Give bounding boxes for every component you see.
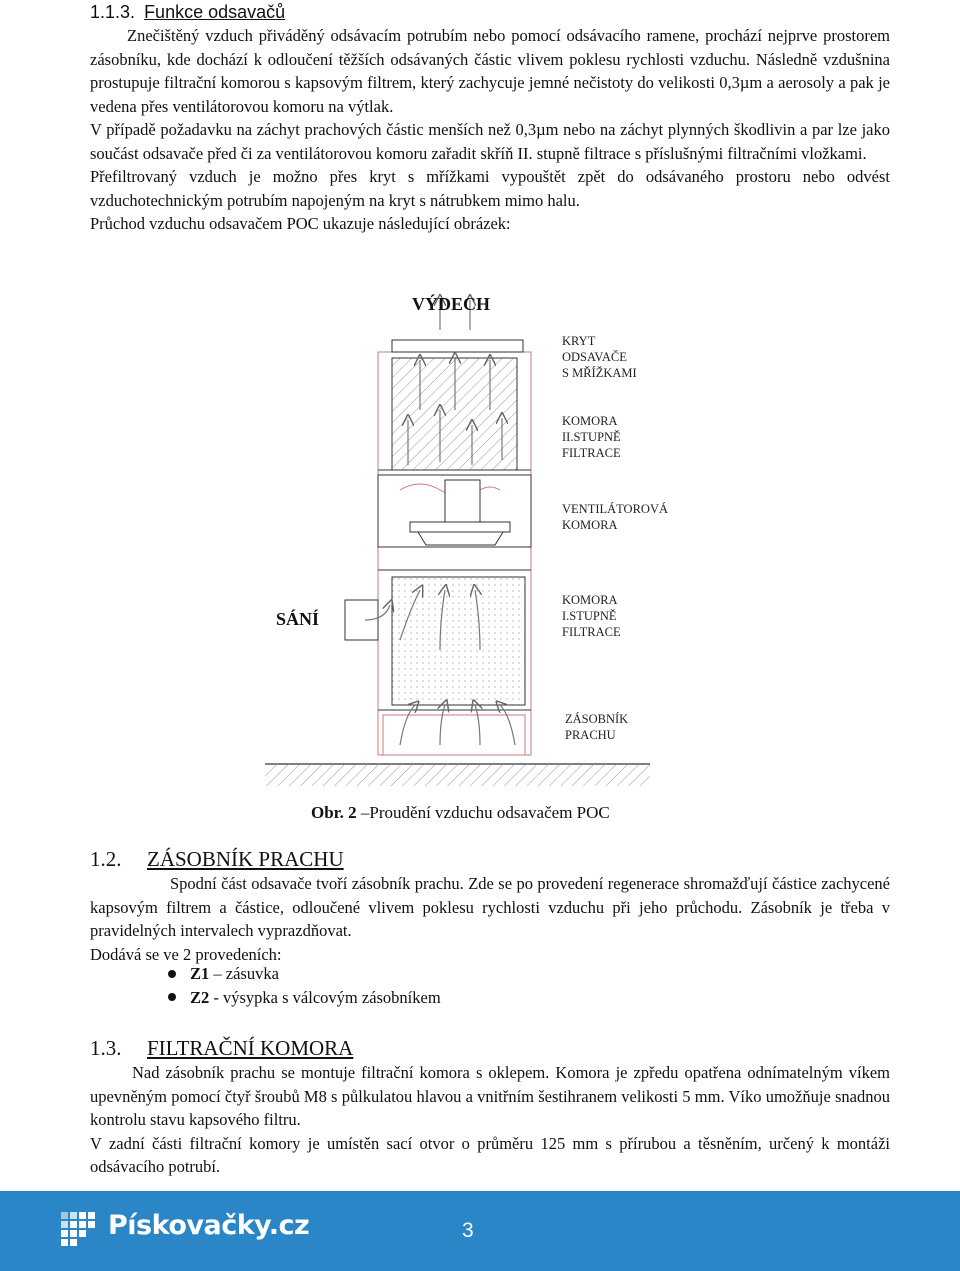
section-number: 1.1.3. [90,2,136,22]
floor-hatch [265,764,650,786]
page-number: 3 [462,1219,474,1242]
label-cover: KRYT ODSAVAČE S MŘÍŽKAMI [562,334,637,380]
section-title: Funkce odsavačů [144,2,286,22]
paragraph: Nad zásobník prachu se montuje filtrační komora s oklepem. Komora je zpředu opatřena odnímatelným víkem upevněným pomocí čtyř šroubů M8 s půlkulatou hlavou a vnitřním šestihranem velikosti 5 mm. Víko umožňuje snadnou kontrolu stavu kapsového filtru. [90,1063,890,1129]
paragraph: Průchod vzduchu odsavačem POC ukazuje následující obrázek: [90,214,511,233]
section-13-body [90,1061,890,1179]
label-dust-hopper: ZÁSOBNÍK PRACHU [565,712,629,742]
section-number: 1.3. [90,1036,122,1060]
label-filter-stage-2: KOMORA II.STUPNĚ FILTRACE [562,414,621,460]
exhaust-label: VÝDECH [412,294,491,314]
fan-motor [445,480,480,524]
label-filter-stage-1: KOMORA I.STUPNĚ FILTRACE [562,593,621,639]
section-heading-113 [90,2,285,23]
paragraph: Znečištěný vzduch přiváděný odsávacím potrubím nebo pomocí odsávacího ramene, prochází nejprve prostorem zásobníku, kde dochází k odloučení těžších odsávaných částic vlivem poklesu rychlosti vzduchu. Následně vzdušnina prostupuje filtrační komorou s kapsovým filtrem, který zachycuje jemné nečistoty do velikosti 0,3µm a aerosoly a pak je vedena přes ventilátorovou komoru na výtlak. [90,26,890,116]
top-cover [392,340,523,352]
figure-caption [311,803,610,823]
fan-impeller [418,532,503,545]
paragraph: Spodní část odsavače tvoří zásobník prachu. Zde se po provedení regenerace shromažďují částice zachycené kapsovým filtrem a částice, odloučené vlivem poklesu rychlosti vzduchu při jeho průchodu. Zásobník je třeba v pravidelných intervalech vyprazdňovat. [90,874,890,940]
dust-hopper [383,715,525,755]
paragraph: Přefiltrovaný vzduch je možno přes kryt s mřížkami vypouštět zpět do odsávaného prostoru nebo odvést vzduchotechnickým potrubím napojeným na kryt s nátrubkem mimo halu. [90,167,890,210]
fan-base [410,522,510,532]
paragraph: V případě požadavku na záchyt prachových částic menších než 0,3µm nebo na záchyt plynných škodlivin a par lze jako součást odsavače před či za ventilátorovou komoru zařadit skříň II. stupně filtrace s příslušnými filtračními vložkami. [90,120,890,163]
list-item: Z1 – zásuvka [168,962,441,986]
section-heading-13 [90,1036,353,1061]
footer-bar [0,1191,960,1271]
section-number: 1.2. [90,847,122,871]
section-heading-12 [90,847,344,872]
label-fan-chamber: VENTILÁTOROVÁ KOMORA [562,502,669,532]
section-113-body [90,24,890,236]
airflow-diagram [0,280,960,800]
caption-text: –Proudění vzduchu odsavačem POC [356,803,610,822]
intake-label: SÁNÍ [276,609,320,629]
section-title: ZÁSOBNÍK PRACHU [147,847,344,871]
brand-name[interactable]: Pískovačky.cz [108,1210,310,1241]
filter-stage-1 [392,577,525,705]
section-title: FILTRAČNÍ KOMORA [147,1036,354,1060]
bullet-icon [168,970,176,978]
variant-list [168,962,441,1009]
paragraph: Dodává se ve 2 provedeních: [90,944,282,964]
inlet-opening [345,600,378,640]
paragraph: V zadní části filtrační komory je umístěn sací otvor o průměru 125 mm s přírubou a těsněním, určený k montáži odsávacího potrubí. [90,1133,890,1176]
caption-number: Obr. 2 [311,803,357,822]
section-12-body [90,872,890,966]
list-item: Z2 - výsypka s válcovým zásobníkem [168,986,441,1010]
bullet-icon [168,993,176,1001]
brand-logo-icon [57,1208,101,1252]
